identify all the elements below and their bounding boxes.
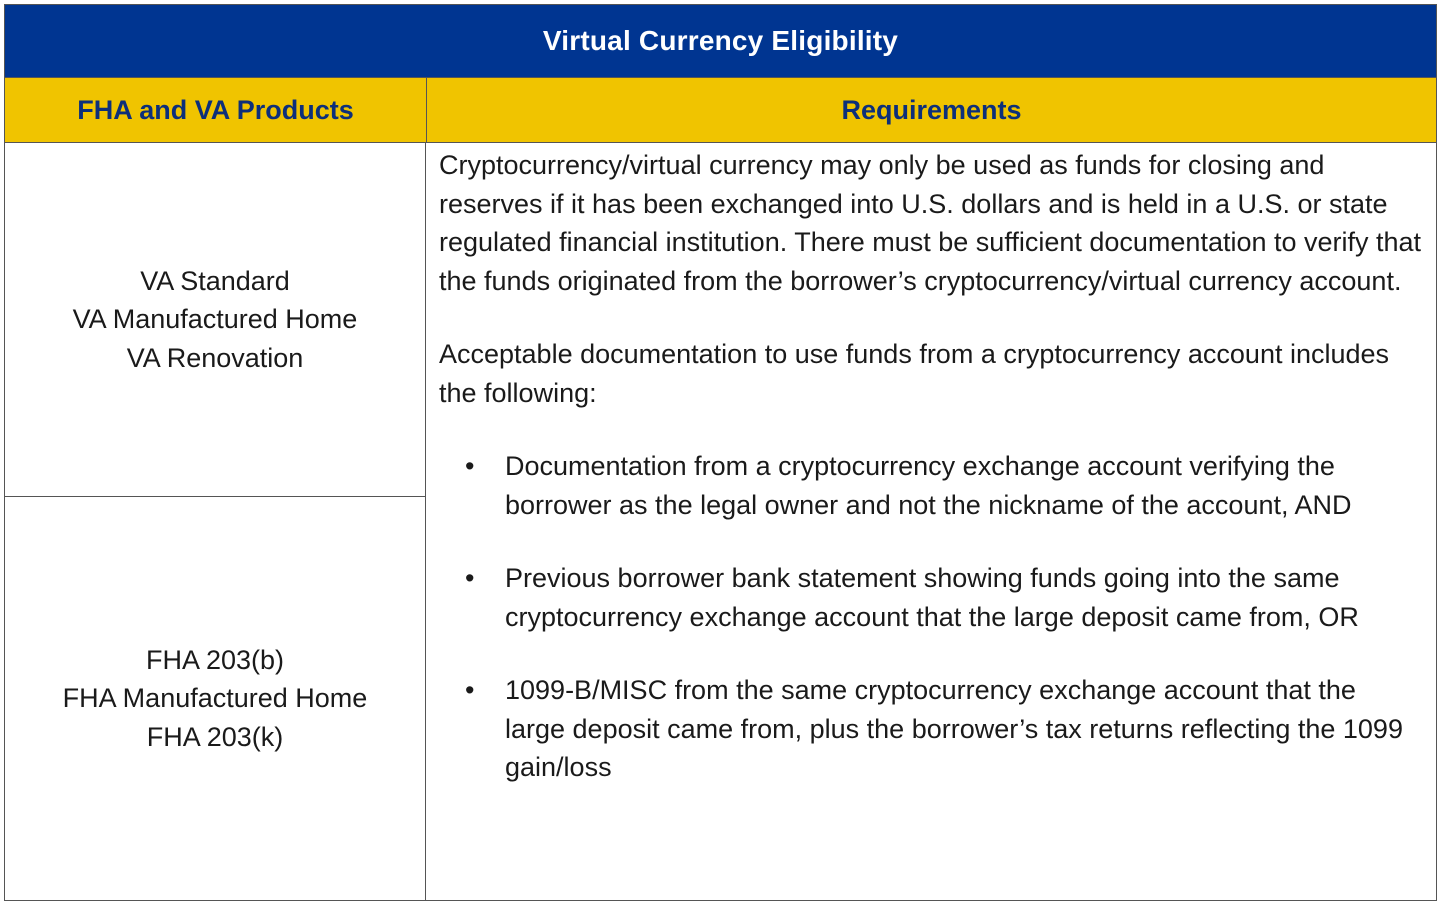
list-item [439,447,1422,524]
list-item-text: Previous borrower bank statement showing funds going into the same cryptocurrency exchange account that the large deposit came from, OR [505,563,1359,632]
header-products: FHA and VA Products [77,94,354,125]
requirements-cell [426,143,1436,900]
table-header-row [5,77,1436,143]
product-fha-manufactured-home: FHA Manufactured Home [62,683,368,714]
product-va-renovation: VA Renovation [126,342,304,373]
requirements-paragraph-1: Cryptocurrency/virtual currency may only be used as funds for closing and reserves if it has been exchanged into U.S. dollars and is held in a U.S. or state regulated financial institution. There must be sufficient documentation to verify that the funds originated from the borrower’s cryptocurrency/virtual currency account. [439,150,1422,296]
requirements-paragraph-2: Acceptable documentation to use funds from a cryptocurrency account includes the following: [439,339,1390,408]
header-requirements: Requirements [426,78,1436,142]
table-title: Virtual Currency Eligibility [5,5,1436,77]
eligibility-table [4,4,1437,901]
list-item [439,559,1422,636]
requirements-list [439,447,1422,787]
product-fha-203k: FHA 203(k) [146,721,284,752]
va-products-cell [5,143,425,496]
list-item-text: 1099-B/MISC from the same cryptocurrency exchange account that the large deposit came from, plus the borrower’s tax returns reflecting the 1099 gain/loss [505,675,1403,782]
bullet-icon: • [465,451,475,481]
fha-products-cell [5,497,425,900]
product-va-standard: VA Standard [140,265,290,296]
bullet-icon: • [465,563,475,593]
list-item [439,671,1422,787]
bullet-icon: • [465,675,475,705]
list-item-text: Documentation from a cryptocurrency exchange account verifying the borrower as the legal owner and not the nickname of the account, AND [505,451,1352,520]
product-va-manufactured-home: VA Manufactured Home [72,304,358,335]
product-fha-203b: FHA 203(b) [145,644,285,675]
